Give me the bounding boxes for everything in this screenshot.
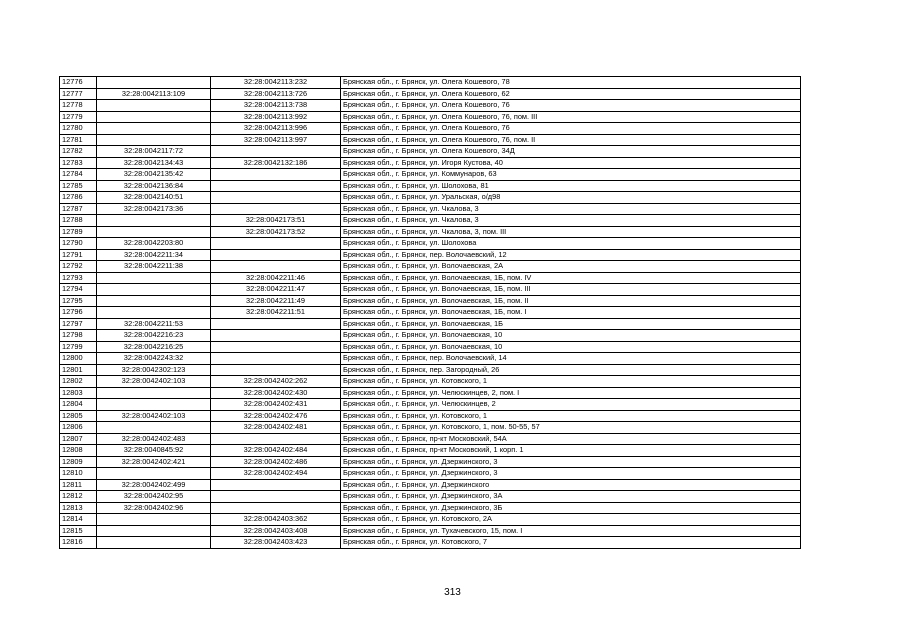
row-number-cell: 12812 — [60, 491, 97, 503]
address-cell: Брянская обл., г. Брянск, пер. Загородный, 26 — [341, 364, 801, 376]
cadastral-number-cell: 32:28:0042173:36 — [97, 203, 211, 215]
page-number: 313 — [444, 587, 461, 598]
object-cadastral-number-cell — [211, 491, 341, 503]
cadastral-number-cell: 32:28:0042402:103 — [97, 376, 211, 388]
object-cadastral-number-cell: 32:28:0042113:992 — [211, 111, 341, 123]
table-row — [60, 307, 801, 319]
cadastral-number-cell: 32:28:0042211:38 — [97, 261, 211, 273]
cadastral-number-cell — [97, 525, 211, 537]
row-number-cell: 12802 — [60, 376, 97, 388]
table-row — [60, 88, 801, 100]
object-cadastral-number-cell — [211, 433, 341, 445]
row-number-cell: 12782 — [60, 146, 97, 158]
object-cadastral-number-cell — [211, 353, 341, 365]
row-number-cell: 12780 — [60, 123, 97, 135]
address-cell: Брянская обл., г. Брянск, ул. Челюскинцев, 2, пом. I — [341, 387, 801, 399]
row-number-cell: 12806 — [60, 422, 97, 434]
row-number-cell: 12809 — [60, 456, 97, 468]
table-row — [60, 111, 801, 123]
address-cell: Брянская обл., г. Брянск, ул. Олега Кошевого, 76, пом. III — [341, 111, 801, 123]
cadastral-number-cell — [97, 111, 211, 123]
table-row — [60, 376, 801, 388]
cadastral-number-cell — [97, 77, 211, 89]
object-cadastral-number-cell: 32:28:0042211:46 — [211, 272, 341, 284]
object-cadastral-number-cell — [211, 249, 341, 261]
address-cell: Брянская обл., г. Брянск, ул. Котовского, 7 — [341, 537, 801, 549]
object-cadastral-number-cell: 32:28:0042211:49 — [211, 295, 341, 307]
row-number-cell: 12808 — [60, 445, 97, 457]
row-number-cell: 12787 — [60, 203, 97, 215]
object-cadastral-number-cell: 32:28:0042402:486 — [211, 456, 341, 468]
table-row — [60, 272, 801, 284]
row-number-cell: 12797 — [60, 318, 97, 330]
cadastral-number-cell: 32:28:0042135:42 — [97, 169, 211, 181]
object-cadastral-number-cell: 32:28:0042113:726 — [211, 88, 341, 100]
row-number-cell: 12813 — [60, 502, 97, 514]
row-number-cell: 12786 — [60, 192, 97, 204]
cadastral-number-cell: 32:28:0042134:43 — [97, 157, 211, 169]
object-cadastral-number-cell — [211, 364, 341, 376]
cadastral-number-cell: 32:28:0042402:95 — [97, 491, 211, 503]
row-number-cell: 12790 — [60, 238, 97, 250]
table-row — [60, 537, 801, 549]
address-cell: Брянская обл., г. Брянск, ул. Игоря Кустова, 40 — [341, 157, 801, 169]
address-cell: Брянская обл., г. Брянск, ул. Челюскинцев, 2 — [341, 399, 801, 411]
row-number-cell: 12776 — [60, 77, 97, 89]
table-row — [60, 180, 801, 192]
table-row — [60, 100, 801, 112]
table-row — [60, 77, 801, 89]
cadastral-number-cell — [97, 537, 211, 549]
address-cell: Брянская обл., г. Брянск, ул. Волочаевская, 1Б — [341, 318, 801, 330]
table-row — [60, 169, 801, 181]
property-table — [59, 76, 801, 549]
table-row — [60, 364, 801, 376]
cadastral-number-cell: 32:28:0042211:53 — [97, 318, 211, 330]
address-cell: Брянская обл., г. Брянск, ул. Чкалова, 3 — [341, 215, 801, 227]
row-number-cell: 12794 — [60, 284, 97, 296]
address-cell: Брянская обл., г. Брянск, ул. Шолохова, 81 — [341, 180, 801, 192]
row-number-cell: 12777 — [60, 88, 97, 100]
object-cadastral-number-cell — [211, 203, 341, 215]
object-cadastral-number-cell: 32:28:0042402:476 — [211, 410, 341, 422]
table-row — [60, 468, 801, 480]
object-cadastral-number-cell: 32:28:0042402:484 — [211, 445, 341, 457]
table-row — [60, 215, 801, 227]
address-cell: Брянская обл., г. Брянск, ул. Олега Кошевого, 62 — [341, 88, 801, 100]
cadastral-number-cell — [97, 514, 211, 526]
address-cell: Брянская обл., г. Брянск, ул. Дзержинского, 3Б — [341, 502, 801, 514]
object-cadastral-number-cell: 32:28:0042402:431 — [211, 399, 341, 411]
cadastral-number-cell — [97, 284, 211, 296]
row-number-cell: 12801 — [60, 364, 97, 376]
table-row — [60, 238, 801, 250]
object-cadastral-number-cell: 32:28:0042113:232 — [211, 77, 341, 89]
object-cadastral-number-cell: 32:28:0042403:362 — [211, 514, 341, 526]
cadastral-number-cell: 32:28:0042402:483 — [97, 433, 211, 445]
object-cadastral-number-cell: 32:28:0042402:262 — [211, 376, 341, 388]
cadastral-number-cell: 32:28:0040845:92 — [97, 445, 211, 457]
row-number-cell: 12805 — [60, 410, 97, 422]
address-cell: Брянская обл., г. Брянск, ул. Котовского, 2А — [341, 514, 801, 526]
object-cadastral-number-cell — [211, 330, 341, 342]
cadastral-number-cell: 32:28:0042140:51 — [97, 192, 211, 204]
table-row — [60, 295, 801, 307]
object-cadastral-number-cell: 32:28:0042402:481 — [211, 422, 341, 434]
object-cadastral-number-cell: 32:28:0042402:430 — [211, 387, 341, 399]
table-row — [60, 433, 801, 445]
cadastral-number-cell: 32:28:0042402:96 — [97, 502, 211, 514]
object-cadastral-number-cell: 32:28:0042113:738 — [211, 100, 341, 112]
row-number-cell: 12810 — [60, 468, 97, 480]
row-number-cell: 12781 — [60, 134, 97, 146]
cadastral-number-cell — [97, 134, 211, 146]
address-cell: Брянская обл., г. Брянск, ул. Волочаевская, 1Б, пом. III — [341, 284, 801, 296]
address-cell: Брянская обл., г. Брянск, ул. Олега Кошевого, 76 — [341, 100, 801, 112]
row-number-cell: 12789 — [60, 226, 97, 238]
table-row — [60, 399, 801, 411]
table-row — [60, 456, 801, 468]
table-body — [60, 77, 801, 549]
table-row — [60, 525, 801, 537]
table-row — [60, 491, 801, 503]
address-cell: Брянская обл., г. Брянск, ул. Уральская, о/д98 — [341, 192, 801, 204]
row-number-cell: 12784 — [60, 169, 97, 181]
cadastral-number-cell: 32:28:0042117:72 — [97, 146, 211, 158]
table-row — [60, 261, 801, 273]
cadastral-number-cell: 32:28:0042402:103 — [97, 410, 211, 422]
table-row — [60, 445, 801, 457]
row-number-cell: 12803 — [60, 387, 97, 399]
address-cell: Брянская обл., г. Брянск, пер. Волочаевский, 14 — [341, 353, 801, 365]
object-cadastral-number-cell — [211, 192, 341, 204]
row-number-cell: 12811 — [60, 479, 97, 491]
cadastral-number-cell — [97, 215, 211, 227]
table-row — [60, 410, 801, 422]
cadastral-number-cell: 32:28:0042402:421 — [97, 456, 211, 468]
address-cell: Брянская обл., г. Брянск, ул. Шолохова — [341, 238, 801, 250]
table-row — [60, 479, 801, 491]
cadastral-number-cell — [97, 100, 211, 112]
table-row — [60, 330, 801, 342]
cadastral-number-cell — [97, 226, 211, 238]
object-cadastral-number-cell — [211, 238, 341, 250]
table-row — [60, 422, 801, 434]
object-cadastral-number-cell: 32:28:0042402:494 — [211, 468, 341, 480]
address-cell: Брянская обл., г. Брянск, ул. Котовского, 1, пом. 50-55, 57 — [341, 422, 801, 434]
cadastral-number-cell — [97, 272, 211, 284]
cadastral-number-cell — [97, 295, 211, 307]
row-number-cell: 12778 — [60, 100, 97, 112]
address-cell: Брянская обл., г. Брянск, ул. Дзержинского, 3 — [341, 456, 801, 468]
object-cadastral-number-cell — [211, 502, 341, 514]
table-row — [60, 353, 801, 365]
row-number-cell: 12793 — [60, 272, 97, 284]
object-cadastral-number-cell: 32:28:0042113:997 — [211, 134, 341, 146]
table-row — [60, 284, 801, 296]
cadastral-number-cell: 32:28:0042113:109 — [97, 88, 211, 100]
cadastral-number-cell: 32:28:0042302:123 — [97, 364, 211, 376]
row-number-cell: 12816 — [60, 537, 97, 549]
cadastral-number-cell: 32:28:0042203:80 — [97, 238, 211, 250]
row-number-cell: 12798 — [60, 330, 97, 342]
address-cell: Брянская обл., г. Брянск, ул. Котовского, 1 — [341, 376, 801, 388]
row-number-cell: 12800 — [60, 353, 97, 365]
object-cadastral-number-cell: 32:28:0042113:996 — [211, 123, 341, 135]
table-row — [60, 514, 801, 526]
object-cadastral-number-cell — [211, 169, 341, 181]
address-cell: Брянская обл., г. Брянск, пр-кт Московский, 1 корп. 1 — [341, 445, 801, 457]
cadastral-number-cell: 32:28:0042136:84 — [97, 180, 211, 192]
cadastral-number-cell: 32:28:0042243:32 — [97, 353, 211, 365]
object-cadastral-number-cell — [211, 146, 341, 158]
table-row — [60, 123, 801, 135]
address-cell: Брянская обл., г. Брянск, ул. Чкалова, 3 — [341, 203, 801, 215]
address-cell: Брянская обл., г. Брянск, ул. Волочаевская, 10 — [341, 341, 801, 353]
object-cadastral-number-cell: 32:28:0042211:47 — [211, 284, 341, 296]
cadastral-number-cell — [97, 468, 211, 480]
object-cadastral-number-cell: 32:28:0042403:408 — [211, 525, 341, 537]
row-number-cell: 12783 — [60, 157, 97, 169]
address-cell: Брянская обл., г. Брянск, ул. Олега Кошевого, 34Д — [341, 146, 801, 158]
object-cadastral-number-cell: 32:28:0042173:51 — [211, 215, 341, 227]
row-number-cell: 12785 — [60, 180, 97, 192]
cadastral-number-cell: 32:28:0042402:499 — [97, 479, 211, 491]
cadastral-number-cell — [97, 422, 211, 434]
address-cell: Брянская обл., г. Брянск, ул. Дзержинского — [341, 479, 801, 491]
table-row — [60, 341, 801, 353]
row-number-cell: 12814 — [60, 514, 97, 526]
address-cell: Брянская обл., г. Брянск, ул. Волочаевская, 2А — [341, 261, 801, 273]
object-cadastral-number-cell — [211, 479, 341, 491]
table-row — [60, 134, 801, 146]
address-cell: Брянская обл., г. Брянск, пер. Волочаевский, 12 — [341, 249, 801, 261]
table-row — [60, 226, 801, 238]
address-cell: Брянская обл., г. Брянск, пр-кт Московский, 54А — [341, 433, 801, 445]
object-cadastral-number-cell — [211, 318, 341, 330]
table-row — [60, 192, 801, 204]
cadastral-number-cell — [97, 399, 211, 411]
cadastral-number-cell — [97, 307, 211, 319]
row-number-cell: 12788 — [60, 215, 97, 227]
cadastral-number-cell — [97, 123, 211, 135]
table-row — [60, 318, 801, 330]
object-cadastral-number-cell: 32:28:0042132:186 — [211, 157, 341, 169]
object-cadastral-number-cell: 32:28:0042403:423 — [211, 537, 341, 549]
address-cell: Брянская обл., г. Брянск, ул. Дзержинского, 3А — [341, 491, 801, 503]
cadastral-number-cell: 32:28:0042211:34 — [97, 249, 211, 261]
table-row — [60, 249, 801, 261]
address-cell: Брянская обл., г. Брянск, ул. Волочаевская, 1Б, пом. II — [341, 295, 801, 307]
object-cadastral-number-cell — [211, 261, 341, 273]
row-number-cell: 12799 — [60, 341, 97, 353]
cadastral-number-cell: 32:28:0042216:25 — [97, 341, 211, 353]
address-cell: Брянская обл., г. Брянск, ул. Олега Кошевого, 76 — [341, 123, 801, 135]
address-cell: Брянская обл., г. Брянск, ул. Волочаевская, 10 — [341, 330, 801, 342]
address-cell: Брянская обл., г. Брянск, ул. Коммунаров, 63 — [341, 169, 801, 181]
address-cell: Брянская обл., г. Брянск, ул. Волочаевская, 1Б, пом. IV — [341, 272, 801, 284]
address-cell: Брянская обл., г. Брянск, ул. Котовского, 1 — [341, 410, 801, 422]
object-cadastral-number-cell: 32:28:0042173:52 — [211, 226, 341, 238]
cadastral-number-cell — [97, 387, 211, 399]
table-row — [60, 203, 801, 215]
row-number-cell: 12791 — [60, 249, 97, 261]
row-number-cell: 12792 — [60, 261, 97, 273]
table-row — [60, 502, 801, 514]
address-cell: Брянская обл., г. Брянск, ул. Дзержинского, 3 — [341, 468, 801, 480]
row-number-cell: 12807 — [60, 433, 97, 445]
table-row — [60, 146, 801, 158]
address-cell: Брянская обл., г. Брянск, ул. Тухачевского, 15, пом. I — [341, 525, 801, 537]
row-number-cell: 12795 — [60, 295, 97, 307]
object-cadastral-number-cell — [211, 180, 341, 192]
row-number-cell: 12804 — [60, 399, 97, 411]
address-cell: Брянская обл., г. Брянск, ул. Олега Кошевого, 76, пом. II — [341, 134, 801, 146]
table-row — [60, 157, 801, 169]
address-cell: Брянская обл., г. Брянск, ул. Чкалова, 3, пом. III — [341, 226, 801, 238]
row-number-cell: 12796 — [60, 307, 97, 319]
row-number-cell: 12779 — [60, 111, 97, 123]
table-row — [60, 387, 801, 399]
address-cell: Брянская обл., г. Брянск, ул. Олега Кошевого, 78 — [341, 77, 801, 89]
object-cadastral-number-cell — [211, 341, 341, 353]
object-cadastral-number-cell: 32:28:0042211:51 — [211, 307, 341, 319]
address-cell: Брянская обл., г. Брянск, ул. Волочаевская, 1Б, пом. I — [341, 307, 801, 319]
cadastral-number-cell: 32:28:0042216:23 — [97, 330, 211, 342]
row-number-cell: 12815 — [60, 525, 97, 537]
